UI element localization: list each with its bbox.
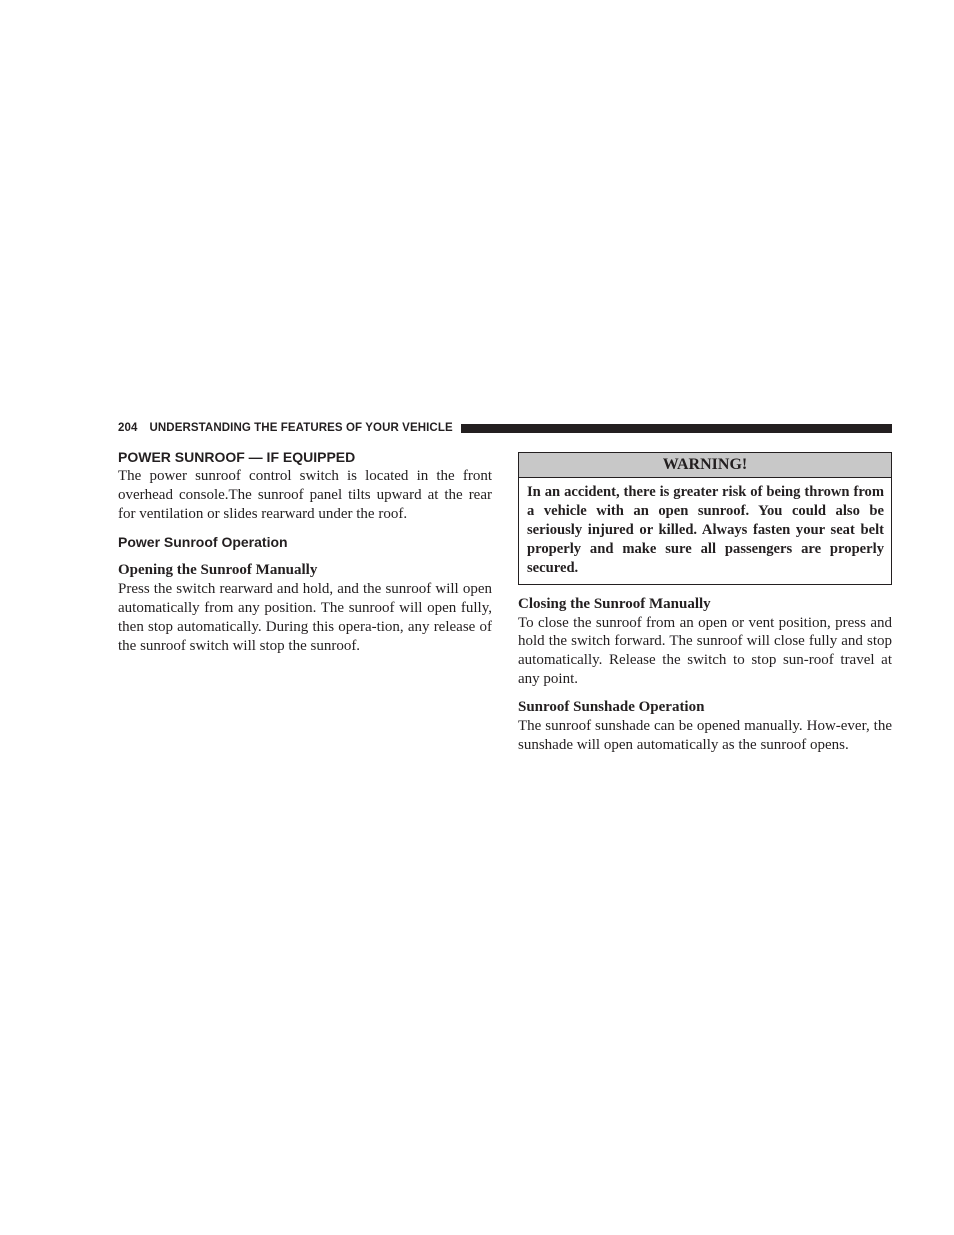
header-rule: [461, 424, 892, 433]
warning-box: [518, 452, 892, 585]
operation-heading: Power Sunroof Operation: [118, 534, 288, 551]
warning-text: In an accident, there is greater risk of being thrown from a vehicle with an open sunroof. You could also be seriously injured or killed. Always fasten your seat belt properly and make sure all passengers are properly secured.: [527, 484, 884, 576]
sunshade-heading: Sunroof Sunshade Operation: [518, 698, 705, 715]
page-number: 204: [118, 422, 138, 434]
right-column: [518, 452, 892, 754]
section-title: POWER SUNROOF — IF EQUIPPED: [118, 449, 356, 465]
left-column: [118, 448, 492, 656]
opening-paragraph: Press the switch rearward and hold, and the sunroof will open automatically from any position. The sunroof will open fully, then stop automatically. During this opera-tion, any release of the sunroof switch will stop the sunroof.: [118, 581, 492, 654]
page-header: [118, 419, 892, 437]
intro-paragraph: The power sunroof control switch is located in the front overhead console.The sunroof panel tilts upward at the rear for ventilation or slides rearward under the roof.: [118, 468, 492, 522]
sunshade-paragraph: The sunroof sunshade can be opened manually. How-ever, the sunshade will open automatically as the sunroof opens.: [518, 717, 892, 753]
opening-heading: Opening the Sunroof Manually: [118, 562, 318, 579]
closing-heading: Closing the Sunroof Manually: [518, 595, 711, 612]
closing-paragraph: To close the sunroof from an open or vent position, press and hold the switch forward. The sunroof will close fully and stop automatically. Release the switch to stop sun-roof travel at any point.: [518, 614, 892, 687]
warning-title: WARNING!: [519, 453, 891, 478]
chapter-title: UNDERSTANDING THE FEATURES OF YOUR VEHICLE: [149, 422, 453, 434]
